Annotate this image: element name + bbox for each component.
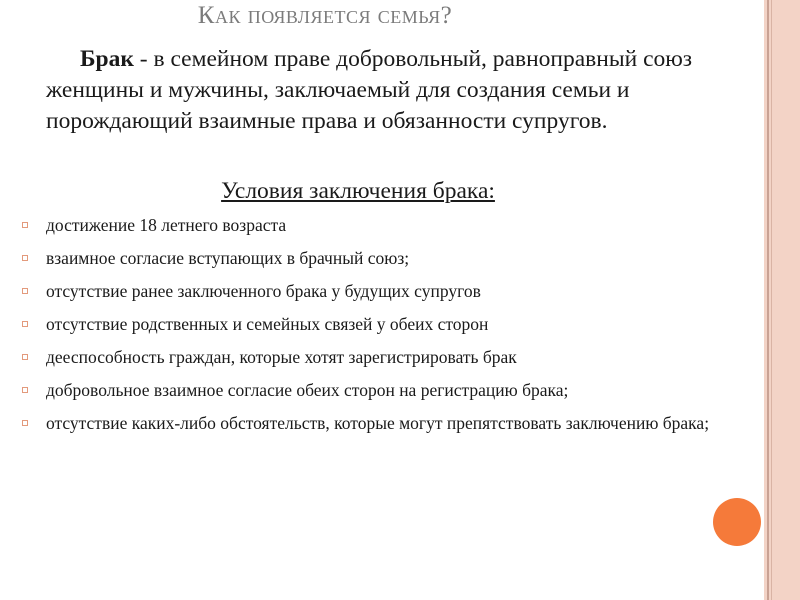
bullet-icon <box>22 288 28 294</box>
list-item-text: отсутствие ранее заключенного брака у будущих супругов <box>46 281 481 301</box>
list-item-text: достижение 18 летнего возраста <box>46 215 287 235</box>
bullet-icon <box>22 222 28 228</box>
list-item <box>12 280 712 302</box>
bullet-icon <box>22 387 28 393</box>
list-item <box>12 313 712 335</box>
list-item <box>12 247 712 269</box>
list-item-text: отсутствие каких-либо обстоятельств, которые могут препятствовать заключению брака; <box>46 413 710 433</box>
bullet-icon <box>22 420 28 426</box>
conditions-list <box>12 214 712 445</box>
orange-circle-decoration <box>713 498 761 546</box>
list-item-text: взаимное согласие вступающих в брачный союз; <box>46 248 410 268</box>
bullet-icon <box>22 255 28 261</box>
bullet-icon <box>22 321 28 327</box>
decorative-side-line <box>767 0 769 600</box>
list-item <box>12 412 712 434</box>
decorative-side-line-thin <box>771 0 772 600</box>
list-item <box>12 214 712 236</box>
definition-paragraph <box>46 44 736 137</box>
decorative-side-band <box>764 0 800 600</box>
list-item <box>12 346 712 368</box>
slide-title: Как появляется семья? <box>197 2 453 29</box>
list-item-text: дееспособность граждан, которые хотят зарегистрировать брак <box>46 347 517 367</box>
definition-term: Брак <box>80 46 134 72</box>
list-item-text: добровольное взаимное согласие обеих сторон на регистрацию брака; <box>46 380 569 400</box>
conditions-heading: Условия заключения брака: <box>221 178 495 204</box>
bullet-icon <box>22 354 28 360</box>
list-item <box>12 379 712 401</box>
definition-text: - в семейном праве добровольный, равноправный союз женщины и мужчины, заключаемый для создания семьи и порождающий взаимные права и обязанности супругов. <box>46 46 693 134</box>
list-item-text: отсутствие родственных и семейных связей у обеих сторон <box>46 314 489 334</box>
